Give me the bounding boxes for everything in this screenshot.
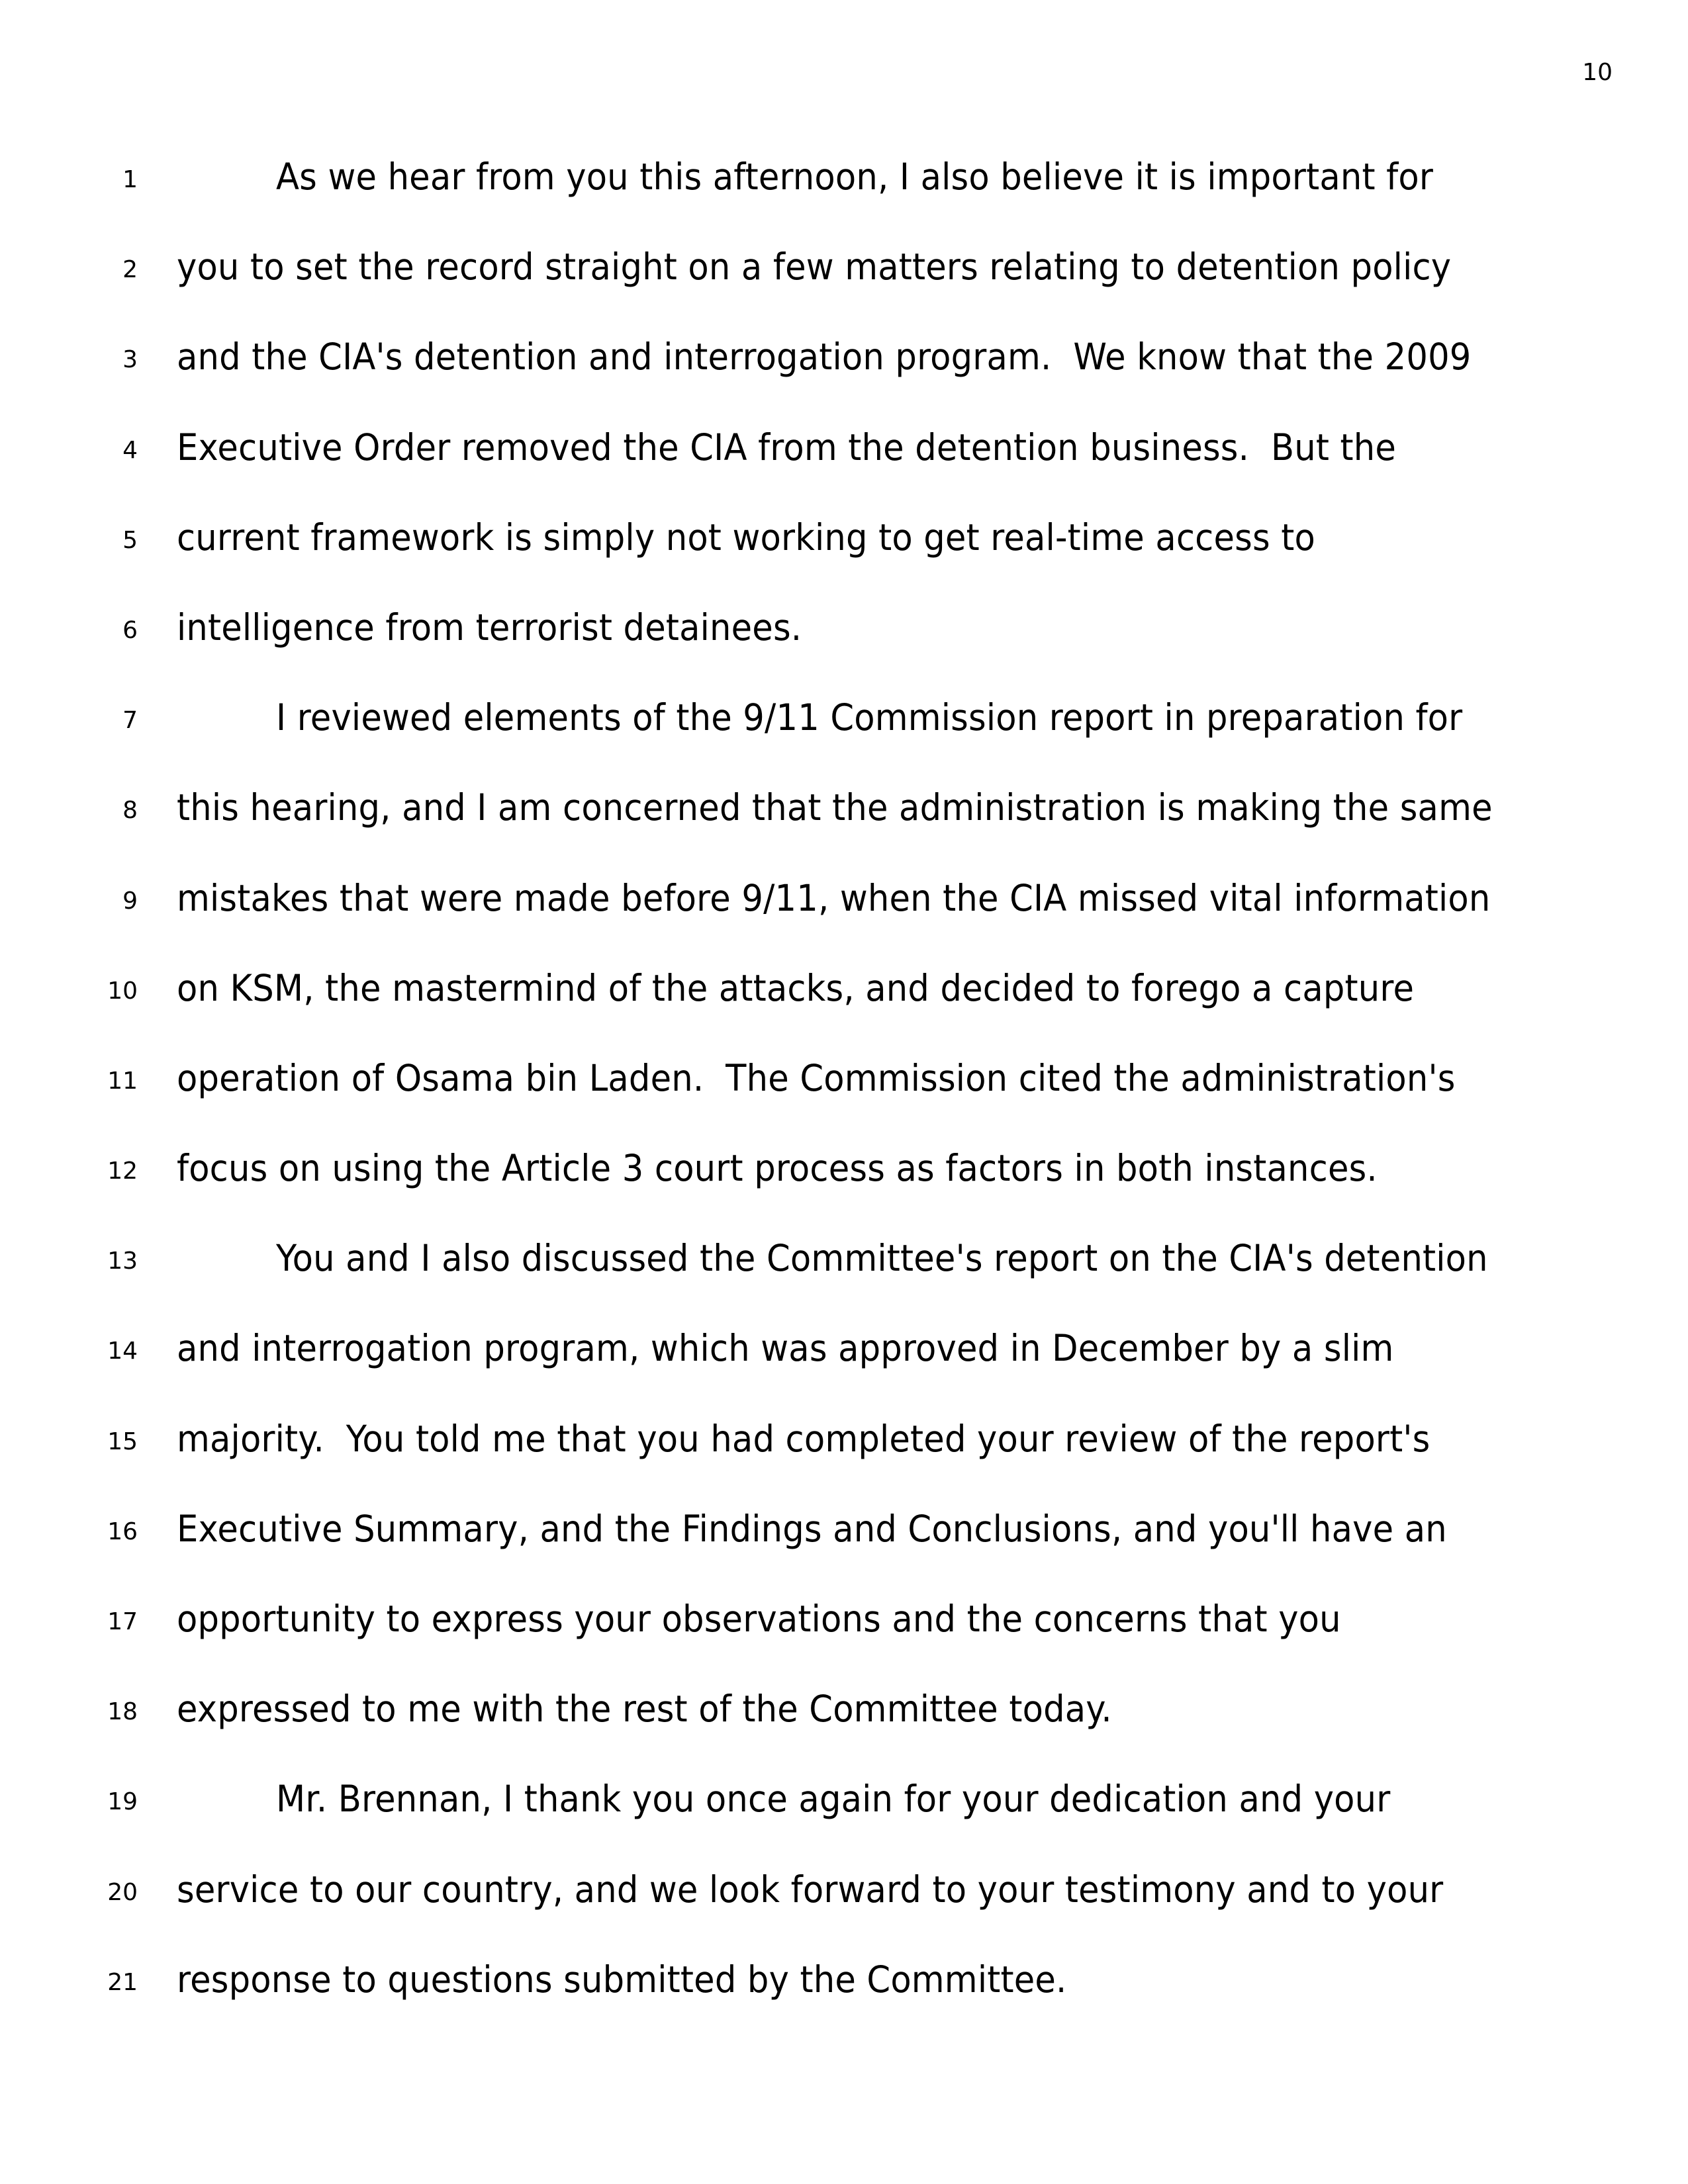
transcript-line (0, 1418, 1688, 1508)
transcript-line (0, 1778, 1688, 1868)
transcript-line (0, 1688, 1688, 1778)
transcript-line (0, 517, 1688, 607)
line-text: current framework is simply not working to get real-time access to (177, 516, 1315, 559)
line-number: 3 (122, 346, 138, 374)
transcript-line (0, 1869, 1688, 1959)
transcript-line (0, 156, 1688, 246)
line-text: expressed to me with the rest of the Committee today. (177, 1688, 1112, 1731)
line-number: 14 (107, 1338, 138, 1365)
line-text: You and I also discussed the Committee's report on the CIA's detention (276, 1237, 1488, 1280)
transcript-line (0, 697, 1688, 787)
line-number: 12 (107, 1158, 138, 1185)
line-text: focus on using the Article 3 court process as factors in both instances. (177, 1147, 1378, 1190)
line-text: majority. You told me that you had completed your review of the report's (177, 1417, 1430, 1460)
line-number: 13 (107, 1248, 138, 1275)
transcript-line (0, 1238, 1688, 1328)
line-text: and the CIA's detention and interrogation program. We know that the 2009 (177, 336, 1472, 379)
transcript-line (0, 878, 1688, 968)
transcript-line (0, 336, 1688, 426)
transcript-line (0, 1328, 1688, 1418)
line-text: service to our country, and we look forward to your testimony and to your (177, 1868, 1444, 1911)
line-text: on KSM, the mastermind of the attacks, and decided to forego a capture (177, 966, 1415, 1009)
line-number: 1 (122, 166, 138, 193)
line-number: 21 (107, 1968, 138, 1996)
line-text: opportunity to express your observations and the concerns that you (177, 1598, 1341, 1640)
transcript-line (0, 1058, 1688, 1148)
line-text: response to questions submitted by the Committee. (177, 1958, 1067, 2001)
page-number: 10 (1582, 59, 1613, 86)
line-text: As we hear from you this afternoon, I also believe it is important for (276, 156, 1434, 198)
line-number: 8 (122, 797, 138, 825)
line-text: mistakes that were made before 9/11, when the CIA missed vital information (177, 876, 1491, 919)
line-number: 18 (107, 1698, 138, 1726)
line-number: 10 (107, 977, 138, 1005)
transcript-line (0, 607, 1688, 697)
line-number: 2 (122, 256, 138, 284)
line-number: 15 (107, 1428, 138, 1455)
transcript-line (0, 246, 1688, 336)
transcript-line (0, 1148, 1688, 1238)
line-number: 5 (122, 526, 138, 554)
line-number: 6 (122, 616, 138, 644)
transcript-line (0, 427, 1688, 517)
transcript-line (0, 1959, 1688, 2049)
line-number: 20 (107, 1878, 138, 1906)
line-text: I reviewed elements of the 9/11 Commission report in preparation for (276, 696, 1463, 739)
line-number: 7 (122, 707, 138, 735)
line-text: operation of Osama bin Laden. The Commission cited the administration's (177, 1056, 1456, 1099)
line-text: and interrogation program, which was approved in December by a slim (177, 1327, 1394, 1370)
line-text: intelligence from terrorist detainees. (177, 606, 802, 649)
transcript-line (0, 1598, 1688, 1688)
line-text: Executive Summary, and the Findings and Conclusions, and you'll have an (177, 1507, 1447, 1550)
transcript-line (0, 787, 1688, 877)
line-number: 11 (107, 1067, 138, 1095)
line-number: 16 (107, 1518, 138, 1545)
line-text: Mr. Brennan, I thank you once again for your dedication and your (276, 1778, 1391, 1821)
transcript-body (0, 156, 1688, 2049)
line-number: 9 (122, 887, 138, 915)
transcript-line (0, 1508, 1688, 1598)
transcript-line (0, 968, 1688, 1058)
line-text: Executive Order removed the CIA from the detention business. But the (177, 426, 1397, 469)
line-number: 17 (107, 1608, 138, 1635)
line-number: 4 (122, 436, 138, 464)
line-text: this hearing, and I am concerned that the administration is making the same (177, 786, 1493, 829)
line-number: 19 (107, 1788, 138, 1816)
line-text: you to set the record straight on a few matters relating to detention policy (177, 246, 1452, 289)
